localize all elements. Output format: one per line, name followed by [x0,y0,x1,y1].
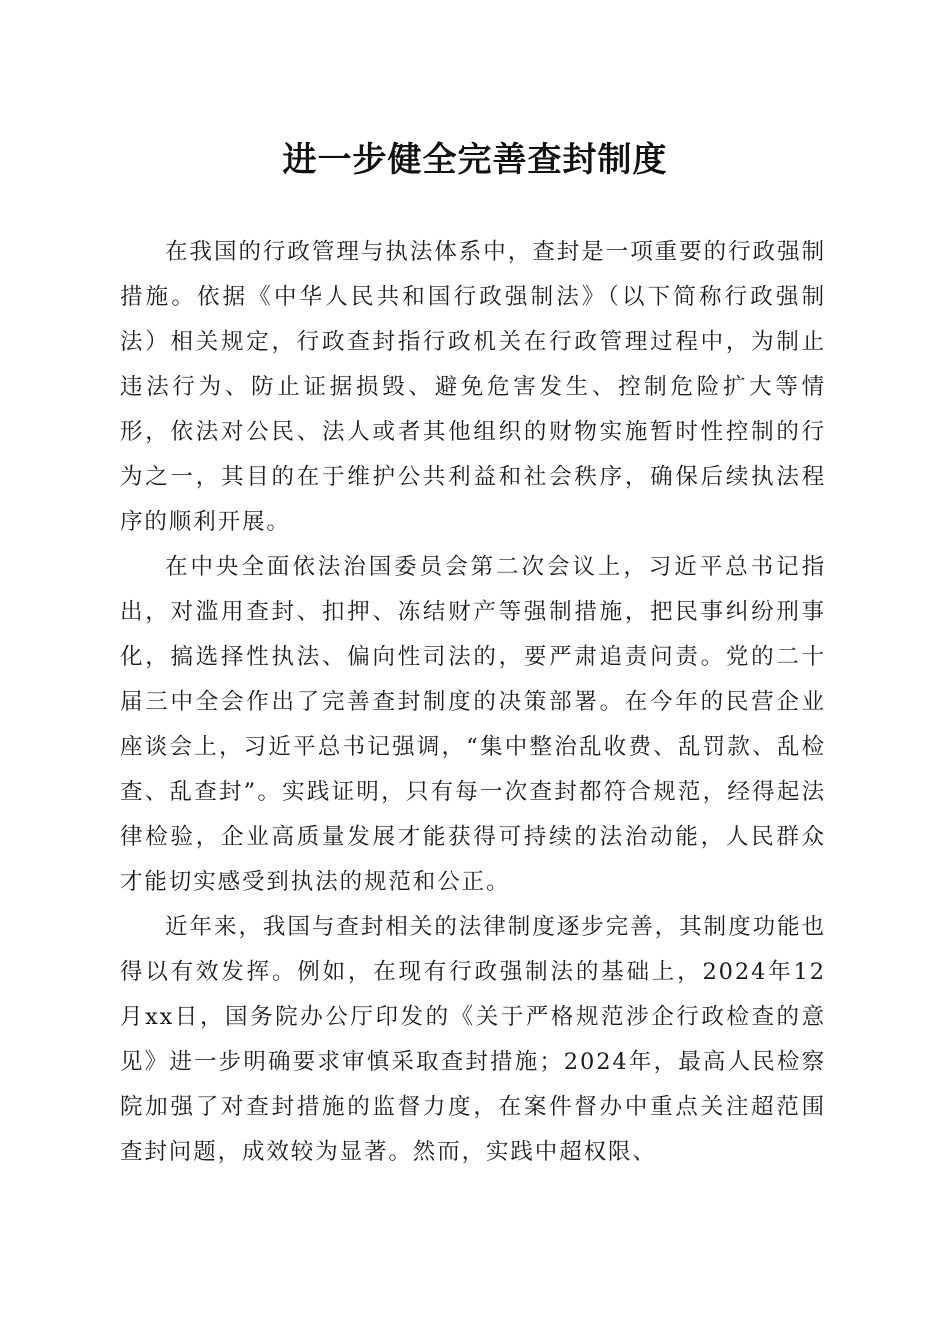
document-title: 进一步健全完善查封制度 [282,140,668,180]
paragraph-2: 在中央全面依法治国委员会第二次会议上，习近平总书记指出，对滥用查封、扣押、冻结财产等强制措施，把民事纠纷刑事化，搞选择性执法、偏向性司法的，要严肃追责问责。党的二十届三中全会作出了完善查封制度的决策部署。在今年的民营企业座谈会上，习近平总书记强调，“集中整治乱收费、乱罚款、乱检查、乱查封”。实践证明，只有每一次查封都符合规范，经得起法律检验，企业高质量发展才能获得可持续的法治动能，人民群众才能切实感受到执法的规范和公正。 [120,554,826,895]
document-body [120,230,826,1175]
paragraph-1: 在我国的行政管理与执法体系中，查封是一项重要的行政强制措施。依据《中华人民共和国行政强制法》（以下简称行政强制法）相关规定，行政查封指行政机关在行政管理过程中，为制止违法行为、防止证据损毁、避免危害发生、控制危险扩大等情形，依法对公民、法人或者其他组织的财物实施暂时性控制的行为之一，其目的在于维护公共利益和社会秩序，确保后续执法程序的顺利开展。 [120,239,826,535]
paragraph-3: 近年来，我国与查封相关的法律制度逐步完善，其制度功能也得以有效发挥。例如，在现有行政强制法的基础上，2024年12月xx日，国务院办公厅印发的《关于严格规范涉企行政检查的意见》进一步明确要求审慎采取查封措施；2024年，最高人民检察院加强了对查封措施的监督力度，在案件督办中重点关注超范围查封问题，成效较为显著。然而，实践中超权限、 [120,914,826,1165]
